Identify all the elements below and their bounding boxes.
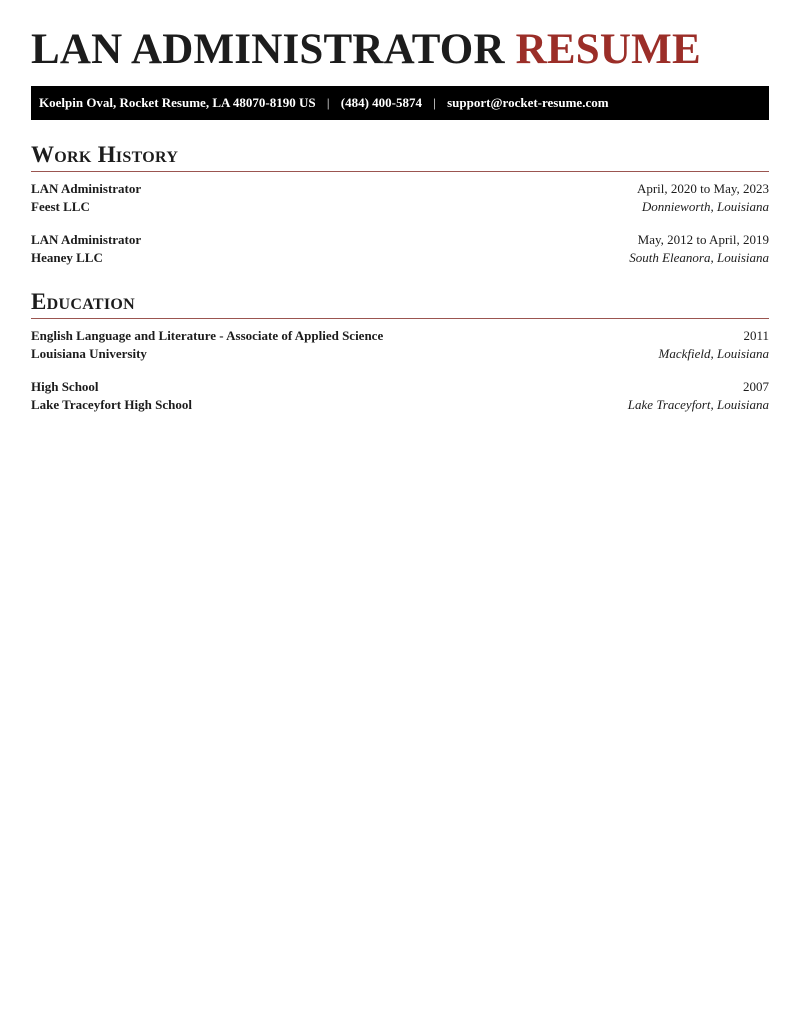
education-entry xyxy=(31,378,769,414)
work-entry-row xyxy=(31,198,769,216)
contact-separator: | xyxy=(433,95,436,110)
resume-page xyxy=(0,0,800,414)
work-history-section xyxy=(31,142,769,267)
contact-address: Koelpin Oval, Rocket Resume, LA 48070-8190 US xyxy=(39,95,316,110)
education-section xyxy=(31,289,769,414)
education-list xyxy=(31,319,769,414)
work-entry-row xyxy=(31,249,769,267)
work-entry-row xyxy=(31,180,769,198)
contact-bar xyxy=(31,86,769,120)
work-history-list xyxy=(31,172,769,267)
education-entry-row xyxy=(31,327,769,345)
school-name: Louisiana University xyxy=(31,346,147,361)
job-title: LAN Administrator xyxy=(31,232,142,247)
contact-phone[interactable]: (484) 400-5874 xyxy=(340,95,422,110)
job-dates: May, 2012 to April, 2019 xyxy=(637,232,769,247)
school-location: Mackfield, Louisiana xyxy=(658,346,769,361)
school-name: Lake Traceyfort High School xyxy=(31,397,192,412)
job-dates: April, 2020 to May, 2023 xyxy=(636,181,769,196)
resume-title xyxy=(31,26,769,74)
job-location: Donnieworth, Louisiana xyxy=(641,199,769,214)
school-location: Lake Traceyfort, Louisiana xyxy=(627,397,769,412)
title-main: LAN ADMINISTRATOR xyxy=(31,26,505,73)
job-title: LAN Administrator xyxy=(31,181,142,196)
education-entry-row xyxy=(31,396,769,414)
company-name: Heaney LLC xyxy=(31,250,103,265)
title-accent: RESUME xyxy=(515,26,701,73)
contact-email[interactable]: support@rocket-resume.com xyxy=(447,95,609,110)
graduation-year: 2011 xyxy=(743,328,769,343)
education-entry-row xyxy=(31,378,769,396)
work-entry xyxy=(31,180,769,216)
company-name: Feest LLC xyxy=(31,199,90,214)
graduation-year: 2007 xyxy=(743,379,769,394)
section-heading-education: Education xyxy=(31,289,135,314)
education-entry xyxy=(31,327,769,363)
degree-name: English Language and Literature - Associate of Applied Science xyxy=(31,328,384,343)
contact-separator: | xyxy=(326,95,330,110)
work-entry-row xyxy=(31,231,769,249)
degree-name: High School xyxy=(31,379,99,394)
education-entry-row xyxy=(31,345,769,363)
job-location: South Eleanora, Louisiana xyxy=(629,250,769,265)
work-entry xyxy=(31,231,769,267)
section-heading-work-history: Work History xyxy=(31,142,179,167)
